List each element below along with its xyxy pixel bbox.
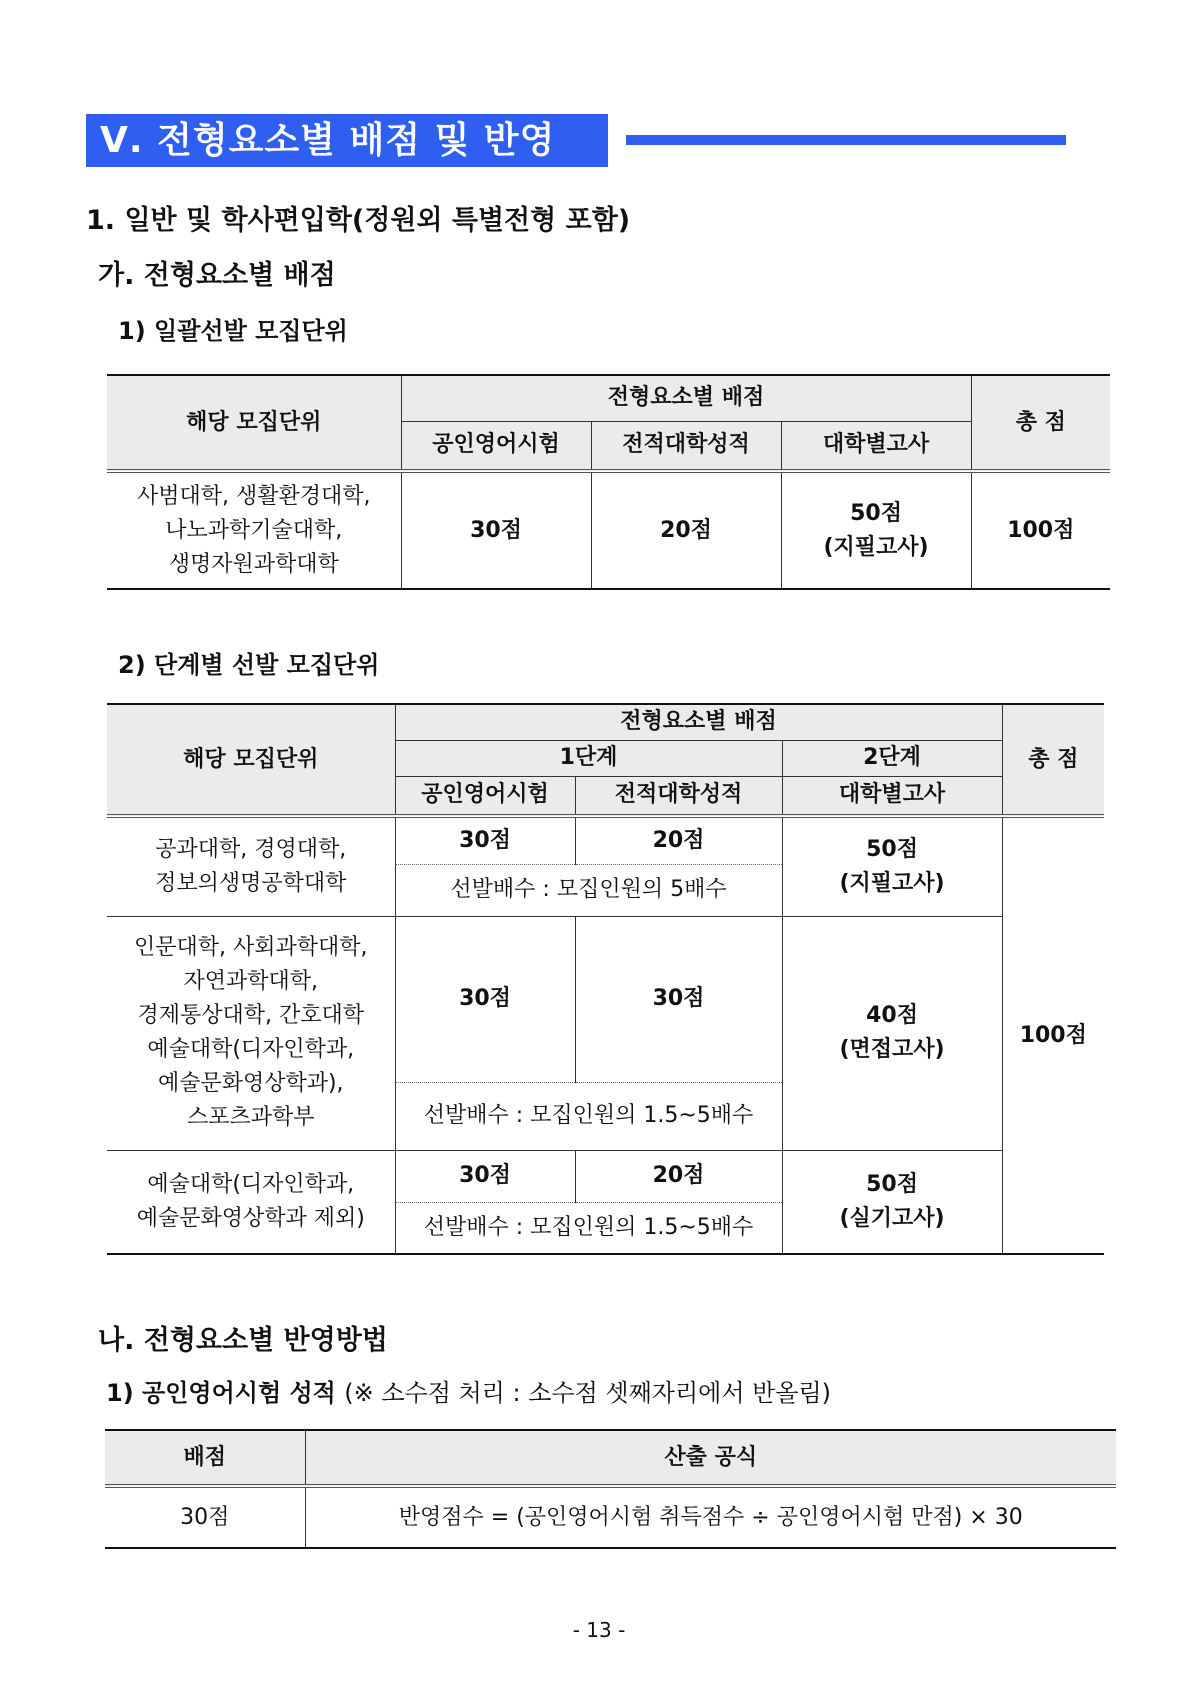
english-score: 30점 <box>395 816 575 864</box>
col-prior-header: 전적대학성적 <box>591 421 781 471</box>
english-score: 30점 <box>395 916 575 1082</box>
english-score: 30점 <box>401 471 591 589</box>
english-score: 30점 <box>395 1150 575 1202</box>
col-prior-header: 전적대학성적 <box>575 776 782 816</box>
col-total-header: 총 점 <box>1002 704 1104 816</box>
unit-line: 예술대학(디자인학과, <box>147 1037 355 1062</box>
multi-stage-table <box>107 703 1104 1255</box>
heading-general-transfer: 1. 일반 및 학사편입학(정원외 특별전형 포함) <box>86 205 631 236</box>
exam-type: (지필고사) <box>839 870 945 896</box>
unit-cell <box>107 471 401 589</box>
score-cell: 30점 <box>105 1486 305 1548</box>
col-english-header: 공인영어시험 <box>395 776 575 816</box>
subheading-multi-stage: 2) 단계별 선발 모집단위 <box>118 651 380 679</box>
selection-ratio: 선발배수 : 모집인원의 5배수 <box>395 864 782 916</box>
unit-line: 예술대학(디자인학과, <box>147 1171 355 1197</box>
exam-type: (지필고사) <box>823 534 929 560</box>
exam-score: 50점 <box>850 500 902 526</box>
col-unit-header: 해당 모집단위 <box>107 704 395 816</box>
exam-cell <box>781 471 971 589</box>
unit-line: 나노과학기술대학, <box>165 517 343 543</box>
col-exam-header: 대학별고사 <box>781 421 971 471</box>
stage1-header: 1단계 <box>395 740 782 776</box>
exam-type: (면접고사) <box>839 1037 945 1062</box>
exam-cell <box>782 1150 1002 1254</box>
prior-score: 30점 <box>575 916 782 1082</box>
subheading-english-score <box>106 1373 831 1408</box>
unit-line: 생명자원과학대학 <box>168 551 339 577</box>
unit-line: 예술문화영상학과), <box>157 1071 344 1096</box>
english-formula-table <box>105 1429 1116 1549</box>
unit-line: 예술문화영상학과 제외) <box>136 1205 365 1231</box>
col-formula-header: 산출 공식 <box>305 1430 1116 1486</box>
section-rule <box>626 135 1066 145</box>
prior-score: 20점 <box>575 816 782 864</box>
selection-ratio: 선발배수 : 모집인원의 1.5~5배수 <box>395 1202 782 1254</box>
stage2-header: 2단계 <box>782 740 1002 776</box>
subheading-text: 나. 전형요소별 반영방법 <box>98 1325 388 1356</box>
exam-score: 50점 <box>866 836 918 862</box>
total-score: 100점 <box>1002 816 1104 1254</box>
group-header: 전형요소별 배점 <box>395 704 1002 740</box>
unit-line: 인문대학, 사회과학대학, <box>133 935 368 960</box>
unit-line: 스포츠과학부 <box>186 1105 315 1130</box>
col-english-header: 공인영어시험 <box>401 421 591 471</box>
unit-line: 경제통상대학, 간호대학 <box>137 1003 364 1028</box>
unit-cell <box>107 816 395 916</box>
formula-cell: 반영점수 = (공인영어시험 취득점수 ÷ 공인영어시험 만점) × 30 <box>305 1486 1116 1548</box>
total-score: 100점 <box>971 471 1110 589</box>
single-stage-table <box>107 374 1110 590</box>
unit-line: 사범대학, 생활환경대학, <box>136 483 371 509</box>
english-score-title: 1) 공인영어시험 성적 <box>106 1379 336 1407</box>
section-title: Ⅴ. 전형요소별 배점 및 반영 <box>100 120 556 161</box>
prior-score: 20점 <box>591 471 781 589</box>
group-header: 전형요소별 배점 <box>401 375 971 421</box>
exam-cell <box>782 816 1002 916</box>
unit-line: 자연과학대학, <box>183 969 318 994</box>
col-score-header: 배점 <box>105 1430 305 1486</box>
exam-cell <box>782 916 1002 1150</box>
exam-type: (실기고사) <box>839 1205 945 1231</box>
subheading-reflection-method <box>98 1318 388 1357</box>
prior-score: 20점 <box>575 1150 782 1202</box>
subheading-score-allocation: 가. 전형요소별 배점 <box>98 260 336 291</box>
exam-score: 50점 <box>866 1171 918 1197</box>
rounding-note: (※ 소수점 처리 : 소수점 셋째자리에서 반올림) <box>344 1379 832 1407</box>
exam-score: 40점 <box>866 1003 918 1028</box>
unit-line: 정보의생명공학대학 <box>155 870 347 896</box>
page-number: - 13 - <box>572 1618 626 1642</box>
col-exam-header: 대학별고사 <box>782 776 1002 816</box>
unit-cell <box>107 916 395 1150</box>
subheading-single-stage: 1) 일괄선발 모집단위 <box>118 317 348 345</box>
col-unit-header: 해당 모집단위 <box>107 375 401 471</box>
selection-ratio: 선발배수 : 모집인원의 1.5~5배수 <box>395 1082 782 1150</box>
unit-line: 공과대학, 경영대학, <box>155 836 347 862</box>
unit-cell <box>107 1150 395 1254</box>
col-total-header: 총 점 <box>971 375 1110 471</box>
